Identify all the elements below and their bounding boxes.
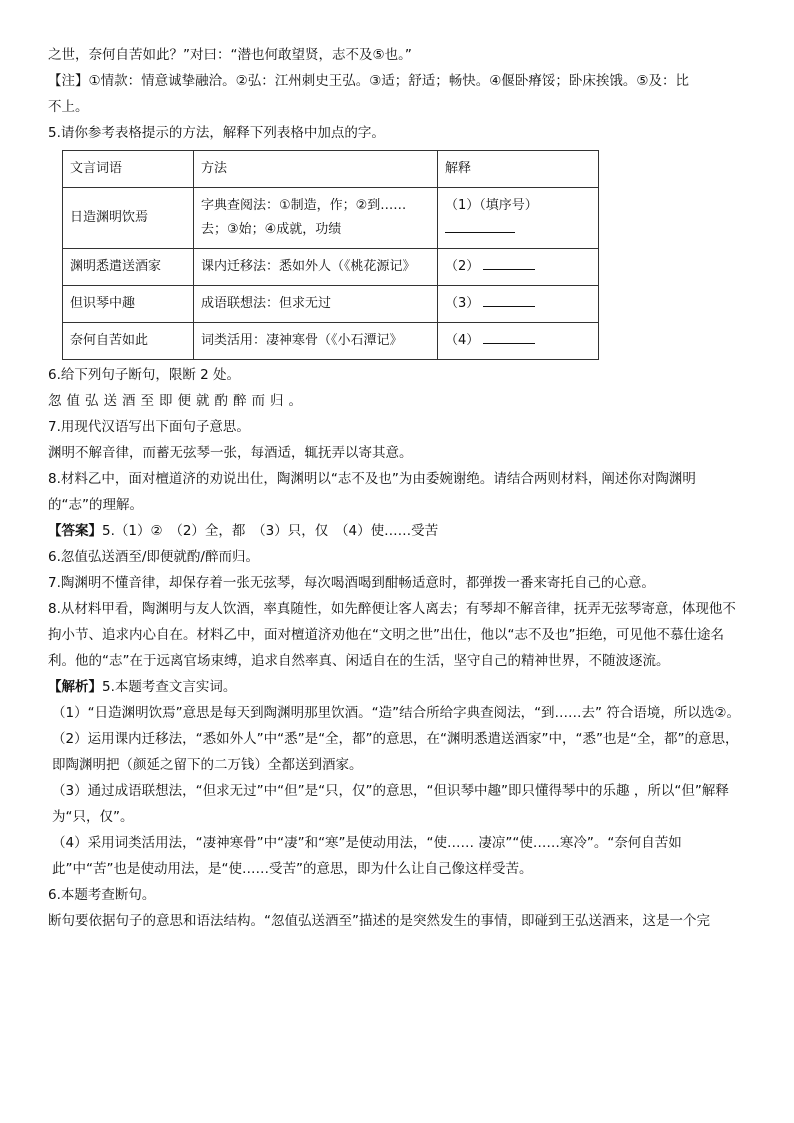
table-header: 方法	[194, 151, 438, 188]
table-cell-method: 词类活用：凄神寒骨（《小石潭记》	[194, 323, 438, 360]
table-header: 解释	[438, 151, 599, 188]
answer-6: 6.忽值弘送酒至/即便就酌/醉而归。	[48, 549, 259, 565]
answer-5: 5.（1）② （2）全，都 （3）只，仅 （4）使……受苦	[102, 523, 439, 539]
table-cell-method: 课内迁移法：悉如外人（《桃花源记》	[194, 249, 438, 286]
answer-blank	[483, 255, 535, 270]
question-5: 5.请你参考表格提示的方法，解释下列表格中加点的字。	[48, 125, 385, 141]
analysis-6-text: 断句要依据句子的意思和语法结构。“忽值弘送酒至”描述的是突然发生的事情，即碰到王弘送酒来，这是一个完	[48, 913, 710, 929]
table-cell-method: 成语联想法：但求无过	[194, 286, 438, 323]
table-row	[63, 323, 599, 360]
analysis-item: （1）“日造渊明饮焉”意思是每天到陶渊明那里饮酒。“造”结合所给字典查阅法，“到……去” 符合语境，所以选②。	[52, 705, 740, 721]
answer-prompt: （1）（填序号）	[445, 198, 538, 213]
analysis-5: 5.本题考查文言实词。	[102, 679, 237, 695]
table-cell-answer	[438, 286, 599, 323]
analysis-item: （3）通过成语联想法，“但求无过”中“但”是“只，仅”的意思，“但识琴中趣”即只懂得琴中的乐趣 ，所以“但”解释为“只，仅”。	[52, 783, 729, 825]
answer-prompt: （3）	[445, 296, 480, 311]
table-row	[63, 188, 599, 249]
note-line: 【注】①情款：情意诚挚融洽。②弘：江州刺史王弘。③适；舒适；畅快。④偃卧瘠馁；卧床挨饿。⑤及：比	[48, 73, 690, 89]
table-cell-word: 渊明悉遣送酒家	[63, 249, 194, 286]
answer-prompt: （4）	[445, 333, 480, 348]
note-line-continued: 不上。	[48, 99, 89, 115]
question-8: 8.材料乙中，面对檀道济的劝说出仕，陶渊明以“志不及也”为由委婉谢绝。请结合两则材料，阐述你对陶渊明的“志”的理解。	[48, 471, 696, 513]
answer-blank	[483, 292, 535, 307]
answer-blank	[445, 218, 515, 233]
method-table	[62, 150, 599, 360]
table-cell-answer	[438, 249, 599, 286]
question-7: 7.用现代汉语写出下面句子意思。	[48, 419, 250, 435]
answer-label: 【答案】	[48, 523, 102, 539]
answer-5-line	[48, 518, 748, 544]
table-cell-word: 奈何自苦如此	[63, 323, 194, 360]
analysis-6: 6.本题考查断句。	[48, 887, 156, 903]
analysis-item: （2）运用课内迁移法，“悉如外人”中“悉”是“全，都”的意思，在“渊明悉遣送酒家”中，“悉”也是“全，都”的意思，即陶渊明把（颜延之留下的二万钱）全都送到酒家。	[52, 731, 739, 773]
answer-prompt: （2）	[445, 259, 480, 274]
question-7-sentence: 渊明不解音律，而蓄无弦琴一张，每酒适，辄抚弄以寄其意。	[48, 445, 413, 461]
table-cell-answer	[438, 188, 599, 249]
answer-7: 7.陶渊明不懂音律，却保存着一张无弦琴，每次喝酒喝到酣畅适意时，都弹拨一番来寄托自己的心意。	[48, 575, 655, 591]
question-6: 6.给下列句子断句，限断 2 处。	[48, 367, 241, 383]
document-page	[48, 42, 748, 934]
analysis-label: 【解析】	[48, 679, 102, 695]
analysis-5-line	[48, 674, 748, 700]
table-cell-method: 字典查阅法：①制造，作；②到……去；③始；④成就，功绩	[194, 188, 438, 249]
question-6-sentence: 忽值弘送酒至即便就酌醉而归。	[48, 393, 307, 409]
answer-8: 8.从材料甲看，陶渊明与友人饮酒，率真随性，如先醉便让客人离去；有琴却不解音律，抚弄无弦琴寄意，体现他不拘小节、追求内心自在。材料乙中，面对檀道济劝他在“文明之世”出仕，他以“志不及也”拒绝，可见他不慕仕途名利。他的“志”在于远离官场束缚，追求自然率真、闲适自在的生活，坚守自己的精神世界，不随波逐流。	[48, 601, 736, 669]
table-row	[63, 249, 599, 286]
text-line: 之世，奈何自苦如此？”对曰：“潜也何敢望贤，志不及⑤也。”	[48, 47, 412, 63]
table-cell-word: 但识琴中趣	[63, 286, 194, 323]
table-cell-word: 日造渊明饮焉	[63, 188, 194, 249]
analysis-item: （4）采用词类活用法，“凄神寒骨”中“凄”和“寒”是使动用法，“使…… 凄凉”“使……寒冷”。“奈何自苦如此”中“苦”也是使动用法，是“使……受苦”的意思，即为什么让自己像这样受苦。	[52, 835, 682, 877]
table-header-row	[63, 151, 599, 188]
table-header: 文言词语	[63, 151, 194, 188]
table-cell-answer	[438, 323, 599, 360]
table-row	[63, 286, 599, 323]
answer-blank	[483, 329, 535, 344]
